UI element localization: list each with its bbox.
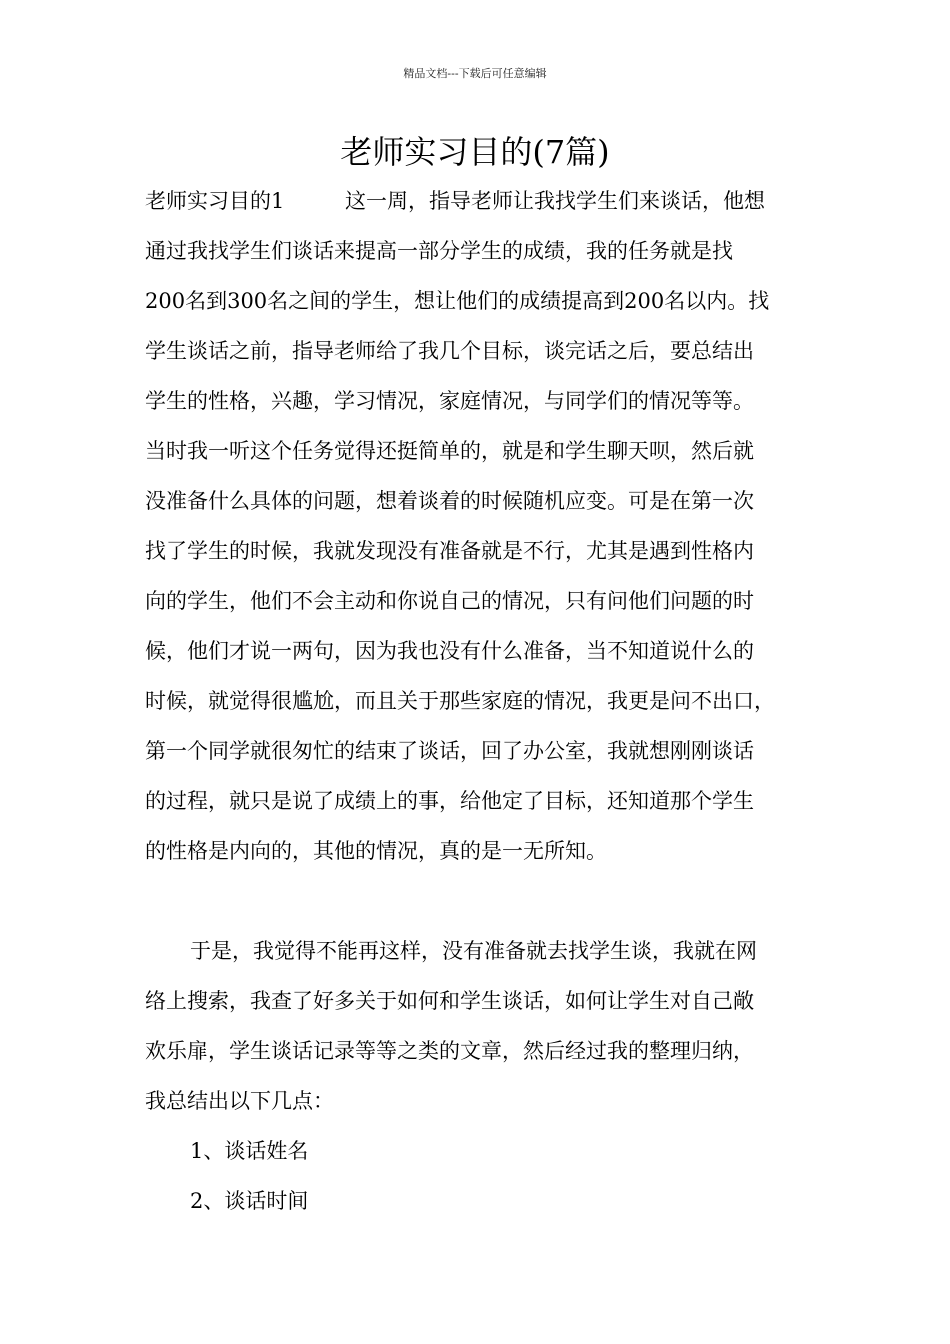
paragraph-line: 我总结出以下几点： bbox=[145, 1089, 334, 1113]
paragraph-line: 第一个同学就很匆忙的结束了谈话，回了办公室，我就想刚刚谈话 bbox=[145, 739, 754, 763]
paragraph-line: 老师实习目的1 这一周，指导老师让我找学生们来谈话，他想 bbox=[145, 176, 825, 226]
paragraph-line: 200名到300名之间的学生，想让他们的成绩提高到200名以内。找 bbox=[145, 289, 770, 313]
paragraph-line: 的过程，就只是说了成绩上的事，给他定了目标，还知道那个学生 bbox=[145, 789, 754, 813]
page-header-note: 精品文档---下载后可任意编辑 bbox=[403, 67, 547, 80]
paragraph-line: 学生谈话之前，指导老师给了我几个目标，谈完话之后，要总结出 bbox=[145, 339, 754, 363]
paragraph-line: 的性格是内向的，其他的情况，真的是一无所知。 bbox=[145, 839, 607, 863]
document-body bbox=[145, 176, 825, 1226]
paragraph-line: 通过我找学生们谈话来提高一部分学生的成绩，我的任务就是找 bbox=[145, 239, 733, 263]
paragraph-line: 找了学生的时候，我就发现没有准备就是不行，尤其是遇到性格内 bbox=[145, 539, 754, 563]
list-item: 2、谈话时间 bbox=[190, 1189, 309, 1213]
paragraph-spacer bbox=[145, 876, 825, 926]
section-label: 老师实习目的1 bbox=[145, 189, 285, 213]
document-title: 老师实习目的(7篇) bbox=[340, 133, 610, 171]
paragraph-line: 没准备什么具体的问题，想着谈着的时候随机应变。可是在第一次 bbox=[145, 489, 754, 513]
paragraph-line: 学生的性格，兴趣，学习情况，家庭情况，与同学们的情况等等。 bbox=[145, 389, 754, 413]
paragraph-line: 候，他们才说一两句，因为我也没有什么准备，当不知道说什么的 bbox=[145, 639, 754, 663]
paragraph-line: 络上搜索，我查了好多关于如何和学生谈话，如何让学生对自己敞 bbox=[145, 989, 754, 1013]
list-item: 1、谈话姓名 bbox=[190, 1139, 309, 1163]
paragraph-line: 于是，我觉得不能再这样，没有准备就去找学生谈，我就在网 bbox=[190, 939, 757, 963]
paragraph-line: 时候，就觉得很尴尬，而且关于那些家庭的情况，我更是问不出口， bbox=[145, 689, 775, 713]
paragraph-line: 欢乐扉，学生谈话记录等等之类的文章，然后经过我的整理归纳， bbox=[145, 1039, 754, 1063]
paragraph-line: 当时我一听这个任务觉得还挺简单的，就是和学生聊天呗，然后就 bbox=[145, 439, 754, 463]
paragraph-line: 向的学生，他们不会主动和你说自己的情况，只有问他们问题的时 bbox=[145, 589, 754, 613]
